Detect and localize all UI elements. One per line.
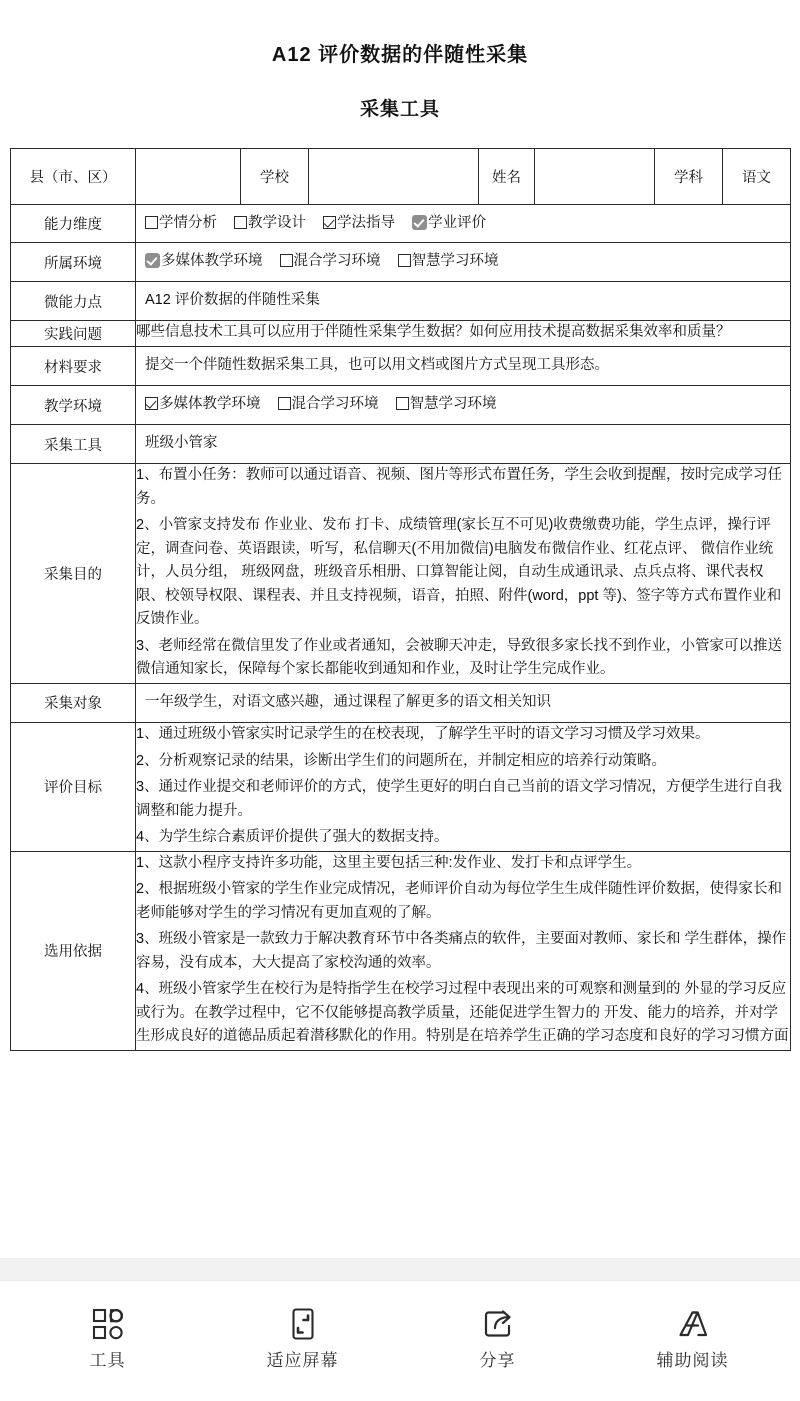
row-label-material-requirement: 材料要求 <box>11 346 136 385</box>
bottom-toolbar <box>0 1280 800 1401</box>
row-label-collection-purpose: 采集目的 <box>11 464 136 683</box>
option-item[interactable] <box>145 250 263 273</box>
option-label: 学业评价 <box>428 215 487 231</box>
option-label: 学情分析 <box>159 215 217 231</box>
fit-screen-icon <box>286 1307 320 1341</box>
row-label-practice-question: 实践问题 <box>11 321 136 346</box>
table-row <box>11 723 791 851</box>
table-row <box>11 243 791 281</box>
table-row <box>11 683 791 722</box>
option-item[interactable] <box>412 212 486 235</box>
row-label-teaching-environment: 教学环境 <box>11 386 136 424</box>
row-label-micro-ability: 微能力点 <box>11 281 136 320</box>
option-item[interactable] <box>234 212 306 235</box>
paragraph: 1、这款小程序支持许多功能，这里主要包括三种:发作业、发打卡和点评学生。 <box>136 854 642 871</box>
paragraph: 2、分析观察记录的结果，诊断出学生们的问题所在，并制定相应的培养行动策略。 <box>136 752 667 769</box>
paragraph: 哪些信息技术工具可以应用于伴随性采集学生数据？如何应用技术提高数据采集效率和质量？ <box>136 324 731 341</box>
paragraph: 3、班级小管家是一款致力于解决教育环节中各类痛点的软件，主要面对教师、家长和 学生群体，操作容易，没有成本，大大提高了家校沟通的效率。 <box>136 931 787 971</box>
paragraph: 2、小管家支持发布 作业业、发布 打卡、成绩管理(家长互不可见)收费缴费功能，学生点评，操行评定，调查问卷、英语跟读，听写，私信聊天(不用加微信)电脑发布微信作业、红花点评、 微信作业统计，人员分组， 班级网盘，班级音乐相册、口算智能让阅，自动生成通讯录、点兵点将、课代表权限、校领导权限、课程表、并且支持视频，语音，拍照、附件(word，ppt 等)、签字等方式布置作业和反馈作业。 <box>136 517 782 628</box>
document-subtitle: 采集工具 <box>359 99 440 120</box>
option-label: 多媒体教学环境 <box>161 253 263 270</box>
paragraph: 提交一个伴随性数据采集工具，也可以用文档或图片方式呈现工具形态。 <box>145 356 609 373</box>
checkbox-empty-icon[interactable] <box>278 397 291 410</box>
option-label: 学法指导 <box>337 215 396 231</box>
toolbar-label: 工具 <box>89 1351 126 1370</box>
checkbox-checked-icon[interactable] <box>323 216 336 229</box>
name-value[interactable] <box>535 149 655 205</box>
option-label: 智慧学习环境 <box>411 253 499 270</box>
toolbar-item-fit-screen[interactable] <box>223 1307 383 1369</box>
option-item[interactable] <box>145 212 217 235</box>
paragraph: A12 评价数据的伴随性采集 <box>145 291 320 308</box>
county-value[interactable] <box>136 149 241 205</box>
option-item[interactable] <box>145 393 261 416</box>
table-row <box>11 321 791 346</box>
paragraph: 1、布置小任务：教师可以通过语音、视频、图片等形式布置任务，学生会收到提醒，按时完成学习任务。 <box>136 467 783 507</box>
option-label: 混合学习环境 <box>293 253 381 270</box>
option-item[interactable] <box>398 250 499 273</box>
table-row <box>11 851 791 1050</box>
row-value-selection-basis[interactable] <box>136 851 791 1050</box>
page-gap-divider <box>0 1258 800 1280</box>
option-item[interactable] <box>280 250 381 273</box>
checkbox-checked-icon[interactable] <box>145 397 158 410</box>
row-label-environment: 所属环境 <box>11 243 136 281</box>
option-item[interactable] <box>278 393 379 416</box>
paragraph: 4、为学生综合素质评价提供了强大的数据支持。 <box>136 829 449 846</box>
table-row <box>11 386 791 424</box>
checkbox-filled-checked-icon[interactable] <box>145 253 160 268</box>
table-row <box>11 464 791 683</box>
row-value-collection-purpose[interactable] <box>136 464 791 683</box>
option-item[interactable] <box>323 212 395 235</box>
document-title: A12 评价数据的伴随性采集 <box>271 44 529 66</box>
row-label-collection-target: 采集对象 <box>11 683 136 722</box>
paragraph: 1、通过班级小管家实时记录学生的在校表现，了解学生平时的语文学习习惯及学习效果。 <box>136 726 710 743</box>
share-icon <box>481 1307 515 1341</box>
table-row <box>11 424 791 463</box>
row-label-evaluation-goal: 评价目标 <box>11 723 136 851</box>
option-item[interactable] <box>396 393 497 416</box>
table-row <box>11 281 791 320</box>
toolbar-label: 辅助阅读 <box>656 1351 729 1370</box>
table-row <box>11 205 791 243</box>
toolbar-item-share[interactable] <box>418 1307 578 1369</box>
row-label-ability-dimension: 能力维度 <box>11 205 136 243</box>
school-label: 学校 <box>241 149 309 205</box>
table-row <box>11 346 791 385</box>
collection-tool-form-table <box>10 148 791 1051</box>
tools-grid-icon <box>91 1307 125 1341</box>
paragraph: 一年级学生，对语文感兴趣，通过课程了解更多的语文相关知识 <box>145 693 551 710</box>
school-value[interactable] <box>309 149 479 205</box>
row-value-environment[interactable] <box>136 243 791 281</box>
paragraph: 4、班级小管家学生在校行为是特指学生在校学习过程中表现出来的可观察和测量到的 外显的学习反应或行为。在教学过程中，它不仅能够提高教学质量，还能促进学生智力的 开发、能力的培养，并对学生形成良好的道德品质起着潜移默化的作用。特别是在培养学生正确的学习态度和良好的学习习惯方面 <box>136 981 789 1045</box>
name-label: 姓名 <box>479 149 535 205</box>
checkbox-empty-icon[interactable] <box>145 216 158 229</box>
toolbar-item-tools[interactable] <box>28 1307 188 1369</box>
row-label-selection-basis: 选用依据 <box>11 851 136 1050</box>
checkbox-empty-icon[interactable] <box>280 254 293 267</box>
county-label: 县（市、区） <box>11 149 136 205</box>
row-value-practice-question[interactable] <box>136 321 791 346</box>
checkbox-empty-icon[interactable] <box>234 216 247 229</box>
paragraph: 班级小管家 <box>145 434 218 451</box>
option-label: 智慧学习环境 <box>409 396 497 413</box>
paragraph: 3、通过作业提交和老师评价的方式，使学生更好的明白自己当前的语文学习情况，方便学生进行自我调整和能力提升。 <box>136 779 783 819</box>
checkbox-empty-icon[interactable] <box>398 254 411 267</box>
row-value-evaluation-goal[interactable] <box>136 723 791 851</box>
paragraph: 3、老师经常在微信里发了作业或者通知，会被聊天冲走，导致很多家长找不到作业，小管家可以推送微信通知家长，保障每个家长都能收到通知和作业，及时让学生完成作业。 <box>136 637 783 678</box>
subject-label: 学科 <box>655 149 723 205</box>
row-value-material-requirement[interactable] <box>136 346 791 385</box>
row-label-collection-tool: 采集工具 <box>11 424 136 463</box>
toolbar-label: 适应屏幕 <box>266 1351 339 1370</box>
row-value-teaching-environment[interactable] <box>136 386 791 424</box>
option-label: 教学设计 <box>248 215 307 231</box>
paragraph: 2、根据班级小管家的学生作业完成情况，老师评价自动为每位学生生成伴随性评价数据，使得家长和老师能够对学生的学习情况有更加直观的了解。 <box>136 881 783 921</box>
checkbox-empty-icon[interactable] <box>396 397 409 410</box>
row-value-ability-dimension[interactable] <box>136 205 791 243</box>
subject-value[interactable]: 语文 <box>723 149 791 205</box>
row-value-collection-target[interactable] <box>136 683 791 722</box>
row-value-micro-ability[interactable] <box>136 281 791 320</box>
toolbar-label: 分享 <box>479 1351 516 1370</box>
assisted-reading-icon <box>676 1307 710 1341</box>
checkbox-filled-checked-icon[interactable] <box>412 215 427 230</box>
option-label: 混合学习环境 <box>291 396 379 413</box>
toolbar-item-assisted-reading[interactable] <box>613 1307 773 1369</box>
option-label: 多媒体教学环境 <box>159 396 261 413</box>
form-header-row <box>11 149 791 205</box>
row-value-collection-tool[interactable] <box>136 424 791 463</box>
